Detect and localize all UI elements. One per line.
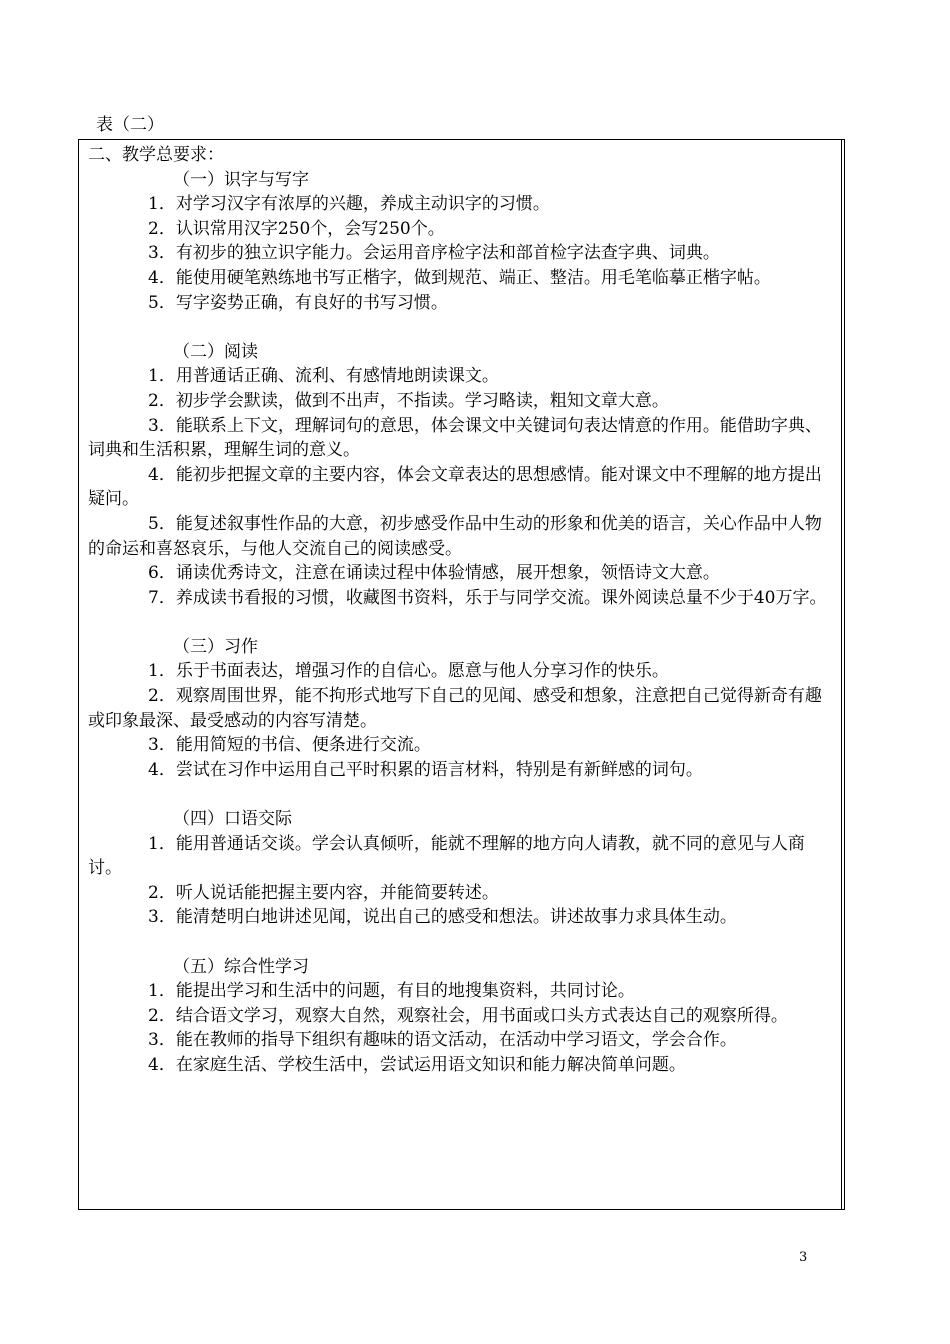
requirement-item: 1．能用普通话交谈。学会认真倾听，能就不理解的地方向人请教，就不同的意见与人商讨。 [88,833,805,879]
requirements-table [78,139,845,1210]
requirement-item: 5．写字姿势正确，有良好的书写习惯。 [148,292,448,313]
spacer [88,782,838,807]
requirement-item: 1．对学习汉字有浓厚的兴趣，养成主动识字的习惯。 [148,194,550,215]
subsection-title-writing: （三）习作 [173,636,258,657]
table-caption: 表（二） [96,115,164,135]
requirement-item: 6．诵读优秀诗文，注意在诵读过程中体验情感，展开想象，领悟诗文大意。 [148,563,720,584]
spacer [88,930,838,955]
requirement-item: 1．用普通话正确、流利、有感情地朗读课文。 [148,366,499,387]
requirement-item: 1．能提出学习和生活中的问题，有目的地搜集资料，共同讨论。 [148,981,635,1002]
requirement-item: 2．认识常用汉字250个，会写250个。 [148,218,445,239]
requirement-item: 3．能用简短的书信、便条进行交流。 [148,735,431,756]
spacer [88,610,838,635]
requirement-item: 3．有初步的独立识字能力。会运用音序检字法和部首检字法查字典、词典。 [148,243,720,264]
requirement-item: 2．听人说话能把握主要内容，并能简要转述。 [148,882,499,903]
requirement-item: 1．乐于书面表达，增强习作的自信心。愿意与他人分享习作的快乐。 [148,661,669,682]
page-number: 3 [799,1250,808,1265]
subsection-title-reading: （二）阅读 [173,341,258,362]
requirement-item: 2．初步学会默读，做到不出声，不指读。学习略读，粗知文章大意。 [148,390,669,411]
section-heading: 二、教学总要求： [88,145,224,165]
requirements-content [88,143,838,1078]
requirement-item: 5．能复述叙事性作品的大意，初步感受作品中生动的形象和优美的语言，关心作品中人物的命运和喜怒哀乐，与他人交流自己的阅读感受。 [88,513,822,559]
requirement-item: 3．能在教师的指导下组织有趣味的语文活动，在活动中学习语文，学会合作。 [148,1030,737,1051]
requirement-item: 2．结合语文学习，观察大自然，观察社会，用书面或口头方式表达自己的观察所得。 [148,1005,788,1026]
subsection-title-comprehensive: （五）综合性学习 [173,956,309,977]
requirement-item: 4．在家庭生活、学校生活中，尝试运用语文知识和能力解决简单问题。 [148,1054,686,1075]
requirement-item: 2．观察周围世界，能不拘形式地写下自己的见闻、感受和想象，注意把自己觉得新奇有趣或印象最深、最受感动的内容写清楚。 [88,686,822,731]
requirement-item: 3．能清楚明白地讲述见闻，说出自己的感受和想法。讲述故事力求具体生动。 [148,907,737,928]
subsection-title-literacy: （一）识字与写字 [173,169,309,190]
requirement-item: 4．尝试在习作中运用自己平时积累的语言材料，特别是有新鲜感的词句。 [148,759,703,780]
requirement-item: 3．能联系上下文，理解词句的意思，体会课文中关键词句表达情意的作用。能借助字典、词典和生活积累，理解生词的意义。 [88,415,822,461]
requirement-item: 4．能使用硬笔熟练地书写正楷字，做到规范、端正、整洁。用毛笔临摹正楷字帖。 [148,267,771,288]
requirement-item: 4．能初步把握文章的主要内容，体会文章表达的思想感情。能对课文中不理解的地方提出疑问。 [88,464,822,510]
subsection-title-oral: （四）口语交际 [173,809,292,830]
requirement-item: 7．养成读书看报的习惯，收藏图书资料，乐于与同学交流。课外阅读总量不少于40万字。 [148,587,827,608]
spacer [88,315,838,340]
